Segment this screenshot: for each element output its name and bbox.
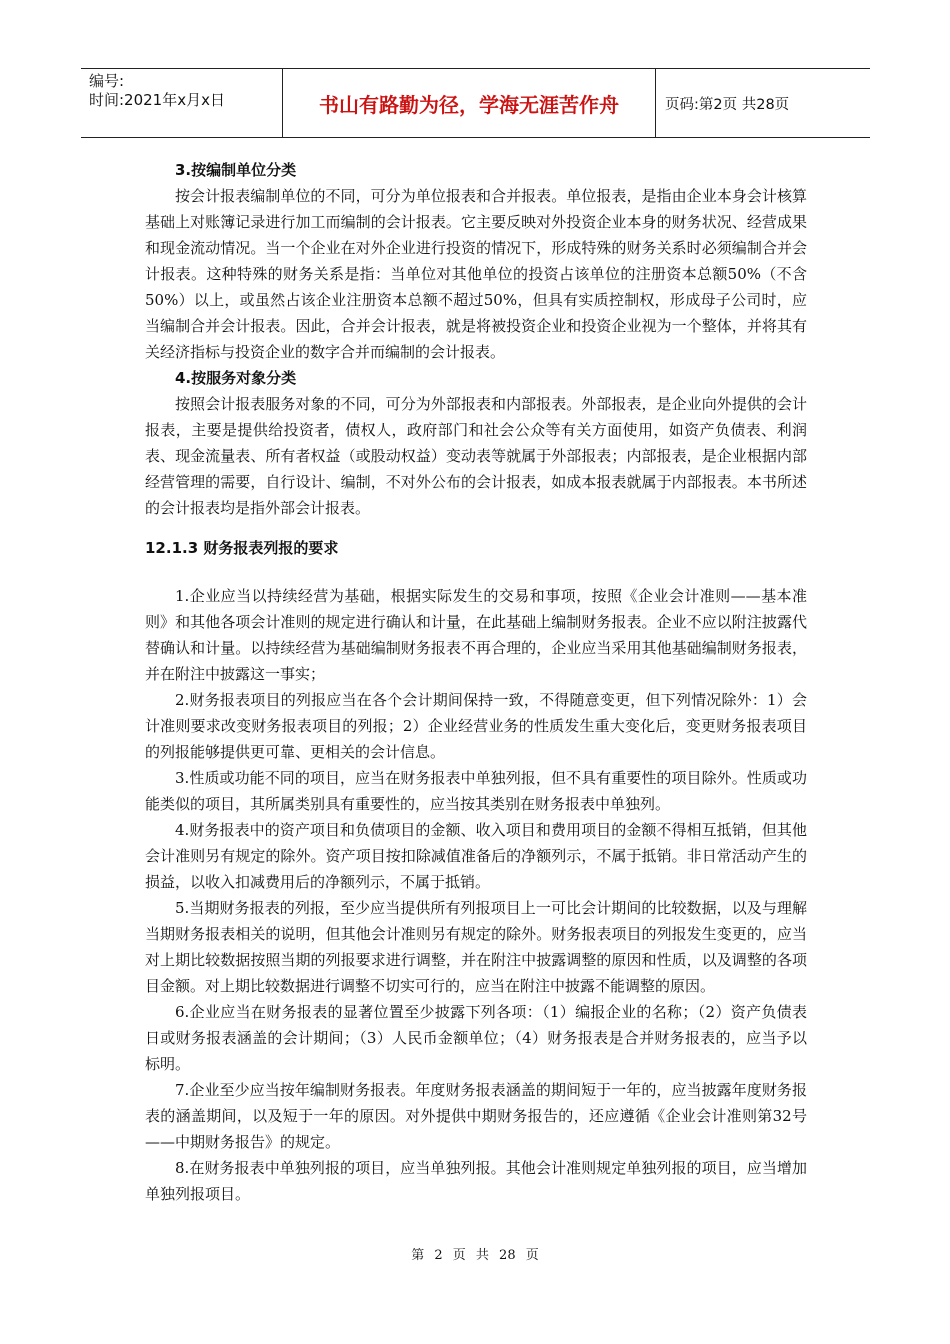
header-motto: 书山有路勤为径，学海无涯苦作舟 bbox=[283, 69, 656, 137]
header-meta bbox=[81, 69, 283, 137]
section-title-4: 4.按服务对象分类 bbox=[175, 369, 297, 387]
header-page-info: 页码:第2页 共28页 bbox=[665, 96, 790, 113]
number-label: 编号: bbox=[89, 72, 125, 90]
requirement-8: 8.在财务报表中单独列报的项目，应当单独列报。其他会计准则规定单独列报的项目，应当增加单独列报项目。 bbox=[145, 1159, 807, 1203]
document-body bbox=[145, 157, 807, 1207]
requirement-5: 5.当期财务报表的列报，至少应当提供所有列报项目上一可比会计期间的比较数据，以及与理解当期财务报表相关的说明，但其他会计准则另有规定的除外。财务报表项目的列报发生变更的，应当对上期比较数据按照当期的列报要求进行调整，并在附注中披露调整的原因和性质，以及调整的各项目金额。对上期比较数据进行调整不切实可行的，应当在附注中披露不能调整的原因。 bbox=[145, 899, 807, 995]
requirement-2: 2.财务报表项目的列报应当在各个会计期间保持一致，不得随意变更，但下列情况除外：1）会计准则要求改变财务报表项目的列报；2）企业经营业务的性质发生重大变化后，变更财务报表项目的列报能够提供更可靠、更相关的会计信息。 bbox=[145, 691, 807, 761]
date-label: 时间:2021年x月x日 bbox=[89, 91, 225, 109]
section-title-3: 3.按编制单位分类 bbox=[175, 161, 297, 179]
section-heading-12-1-3: 12.1.3 财务报表列报的要求 bbox=[145, 539, 339, 557]
section-body-4: 按照会计报表服务对象的不同，可分为外部报表和内部报表。外部报表，是企业向外提供的会计报表，主要是提供给投资者，债权人，政府部门和社会公众等有关方面使用，如资产负债表、利润表、现金流量表、所有者权益（或股动权益）变动表等就属于外部报表；内部报表，是企业根据内部经营管理的需要，自行设计、编制，不对外公布的会计报表，如成本报表就属于内部报表。本书所述的会计报表均是指外部会计报表。 bbox=[145, 395, 807, 517]
requirement-4: 4.财务报表中的资产项目和负债项目的金额、收入项目和费用项目的金额不得相互抵销，但其他会计准则另有规定的除外。资产项目按扣除减值准备后的净额列示，不属于抵销。非日常活动产生的损益，以收入扣减费用后的净额列示，不属于抵销。 bbox=[145, 821, 807, 891]
requirement-1: 1.企业应当以持续经营为基础，根据实际发生的交易和事项，按照《企业会计准则——基本准则》和其他各项会计准则的规定进行确认和计量，在此基础上编制财务报表。企业不应以附注披露代替确认和计量。以持续经营为基础编制财务报表不再合理的，企业应当采用其他基础编制财务报表，并在附注中披露这一事实； bbox=[145, 587, 807, 683]
page-footer: 第 2 页 共 28 页 bbox=[411, 1248, 539, 1263]
requirement-6: 6.企业应当在财务报表的显著位置至少披露下列各项：（1）编报企业的名称；（2）资产负债表日或财务报表涵盖的会计期间；（3）人民币金额单位；（4）财务报表是合并财务报表的，应当予以标明。 bbox=[145, 1003, 807, 1073]
requirement-7: 7.企业至少应当按年编制财务报表。年度财务报表涵盖的期间短于一年的，应当披露年度财务报表的涵盖期间，以及短于一年的原因。对外提供中期财务报告的，还应遵循《企业会计准则第32号——中期财务报告》的规定。 bbox=[145, 1081, 807, 1151]
page-header bbox=[81, 68, 870, 138]
requirement-3: 3.性质或功能不同的项目，应当在财务报表中单独列报，但不具有重要性的项目除外。性质或功能类似的项目，其所属类别具有重要性的，应当按其类别在财务报表中单独列。 bbox=[145, 769, 807, 813]
section-body-3: 按会计报表编制单位的不同，可分为单位报表和合并报表。单位报表，是指由企业本身会计核算基础上对账簿记录进行加工而编制的会计报表。它主要反映对外投资企业本身的财务状况、经营成果和现金流动情况。当一个企业在对外企业进行投资的情况下，形成特殊的财务关系时必须编制合并会计报表。这种特殊的财务关系是指：当单位对其他单位的投资占该单位的注册资本总额50%（不含50%）以上，或虽然占该企业注册资本总额不超过50%，但具有实质控制权，形成母子公司时，应当编制合并会计报表。因此，合并会计报表，就是将被投资企业和投资企业视为一个整体，并将其有关经济指标与投资企业的数字合并而编制的会计报表。 bbox=[145, 187, 807, 361]
